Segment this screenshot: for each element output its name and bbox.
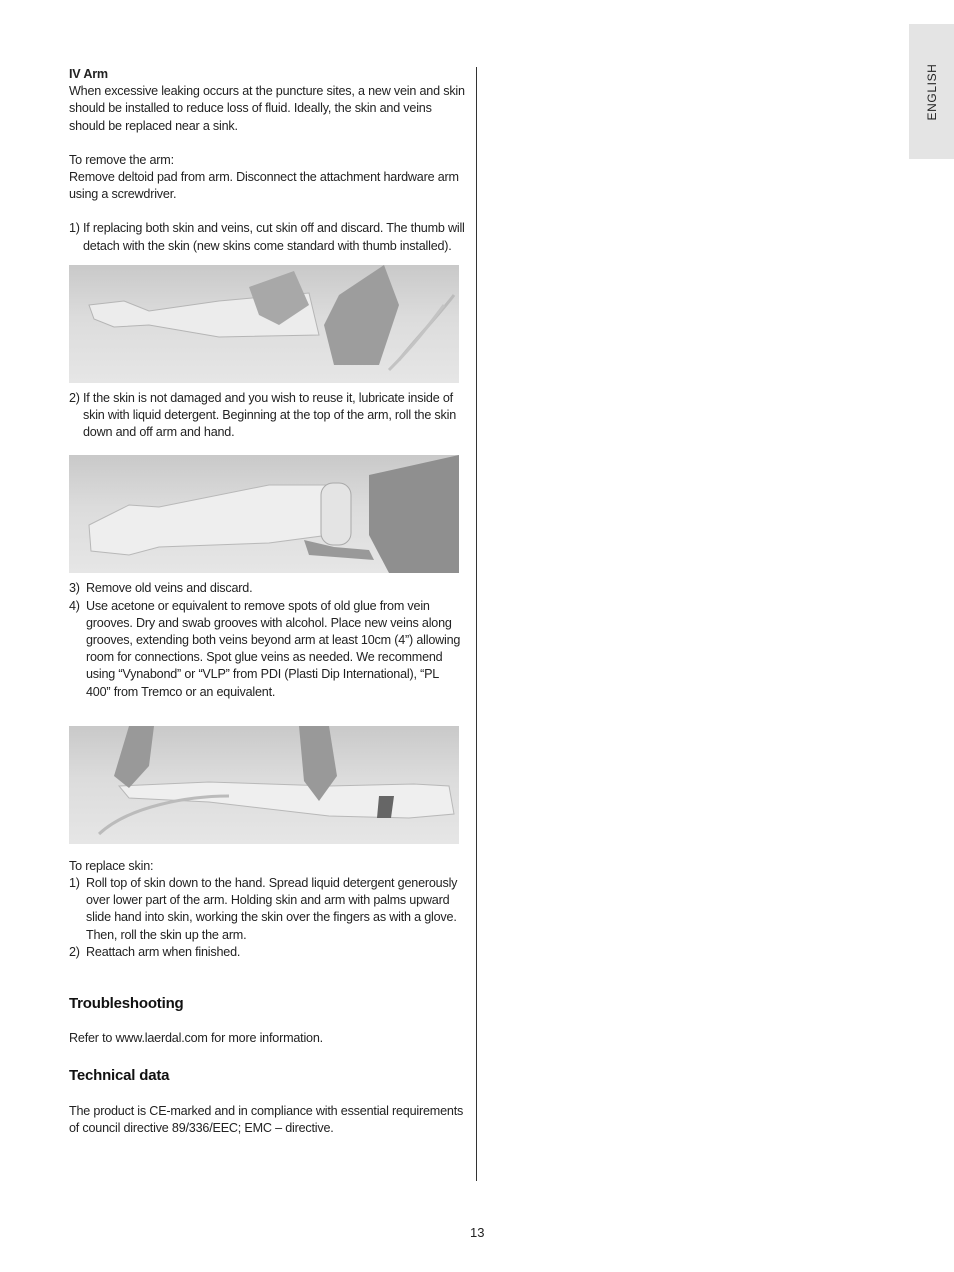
language-label: ENGLISH: [924, 63, 939, 120]
photo-cutting-skin: [69, 265, 459, 383]
step-text: Roll top of skin down to the hand. Spread liquid detergent generously over lower part of the arm. Holding skin and arm with palms upward slide hand into skin, working the skin over the fingers as with a glove. Then, roll the skin up the arm.: [86, 876, 458, 942]
remove-text: Remove deltoid pad from arm. Disconnect the attachment hardware arm using a screwdriver.: [69, 170, 459, 202]
page-number: 13: [470, 1225, 485, 1240]
section-heading-iv-arm: IV Arm: [69, 67, 108, 81]
step-number: 3): [69, 581, 80, 596]
remove-title: To remove the arm:: [69, 152, 174, 167]
step-number: 2): [69, 390, 80, 405]
step-3: [69, 580, 465, 597]
step-text: Remove old veins and discard.: [86, 581, 253, 596]
step-text: Use acetone or equivalent to remove spots of old glue from vein grooves. Dry and swab grooves with alcohol. Place new veins along grooves, extending both veins beyond arm at least 10cm (4”) allowing room for connections. Spot glue veins as needed. We recommend using “Vynabond” or “VLP” from PDI (Plasti Dip International), “PL 400” from Tremco or an equivalent.: [86, 598, 461, 699]
language-tab: [909, 24, 954, 159]
main-column: [69, 66, 465, 1138]
photo-placing-veins: [69, 726, 459, 844]
step-text: If the skin is not damaged and you wish to reuse it, lubricate inside of skin with liquid detergent. Beginning at the top of the arm, roll the skin down and off arm and hand.: [83, 390, 457, 440]
replace-step-2: [69, 944, 465, 961]
step-number: 1): [69, 221, 80, 236]
step-text: Reattach arm when finished.: [86, 944, 241, 959]
column-divider: [476, 67, 477, 1181]
step-4: [69, 598, 465, 701]
step-number: 1): [69, 876, 80, 891]
section-heading-troubleshooting: Troubleshooting: [69, 995, 184, 1013]
photo-rolling-skin: [69, 455, 459, 573]
step-1: [69, 220, 465, 254]
replace-step-1: [69, 875, 465, 944]
step-number: 4): [69, 598, 80, 613]
technical-text: The product is CE-marked and in compliance with essential requirements of council directive 89/336/EEC; EMC – directive.: [69, 1104, 464, 1136]
troubleshooting-text: Refer to www.laerdal.com for more information.: [69, 1031, 323, 1046]
step-number: 2): [69, 944, 80, 959]
step-text: If replacing both skin and veins, cut skin off and discard. The thumb will detach with the skin (new skins come standard with thumb installed).: [83, 221, 465, 253]
section-heading-technical-data: Technical data: [69, 1067, 170, 1085]
step-2: [69, 390, 465, 442]
intro-paragraph: When excessive leaking occurs at the puncture sites, a new vein and skin should be installed to reduce loss of fluid. Ideally, the skin and veins should be replaced near a sink.: [69, 84, 465, 133]
replace-title: To replace skin:: [69, 858, 154, 873]
